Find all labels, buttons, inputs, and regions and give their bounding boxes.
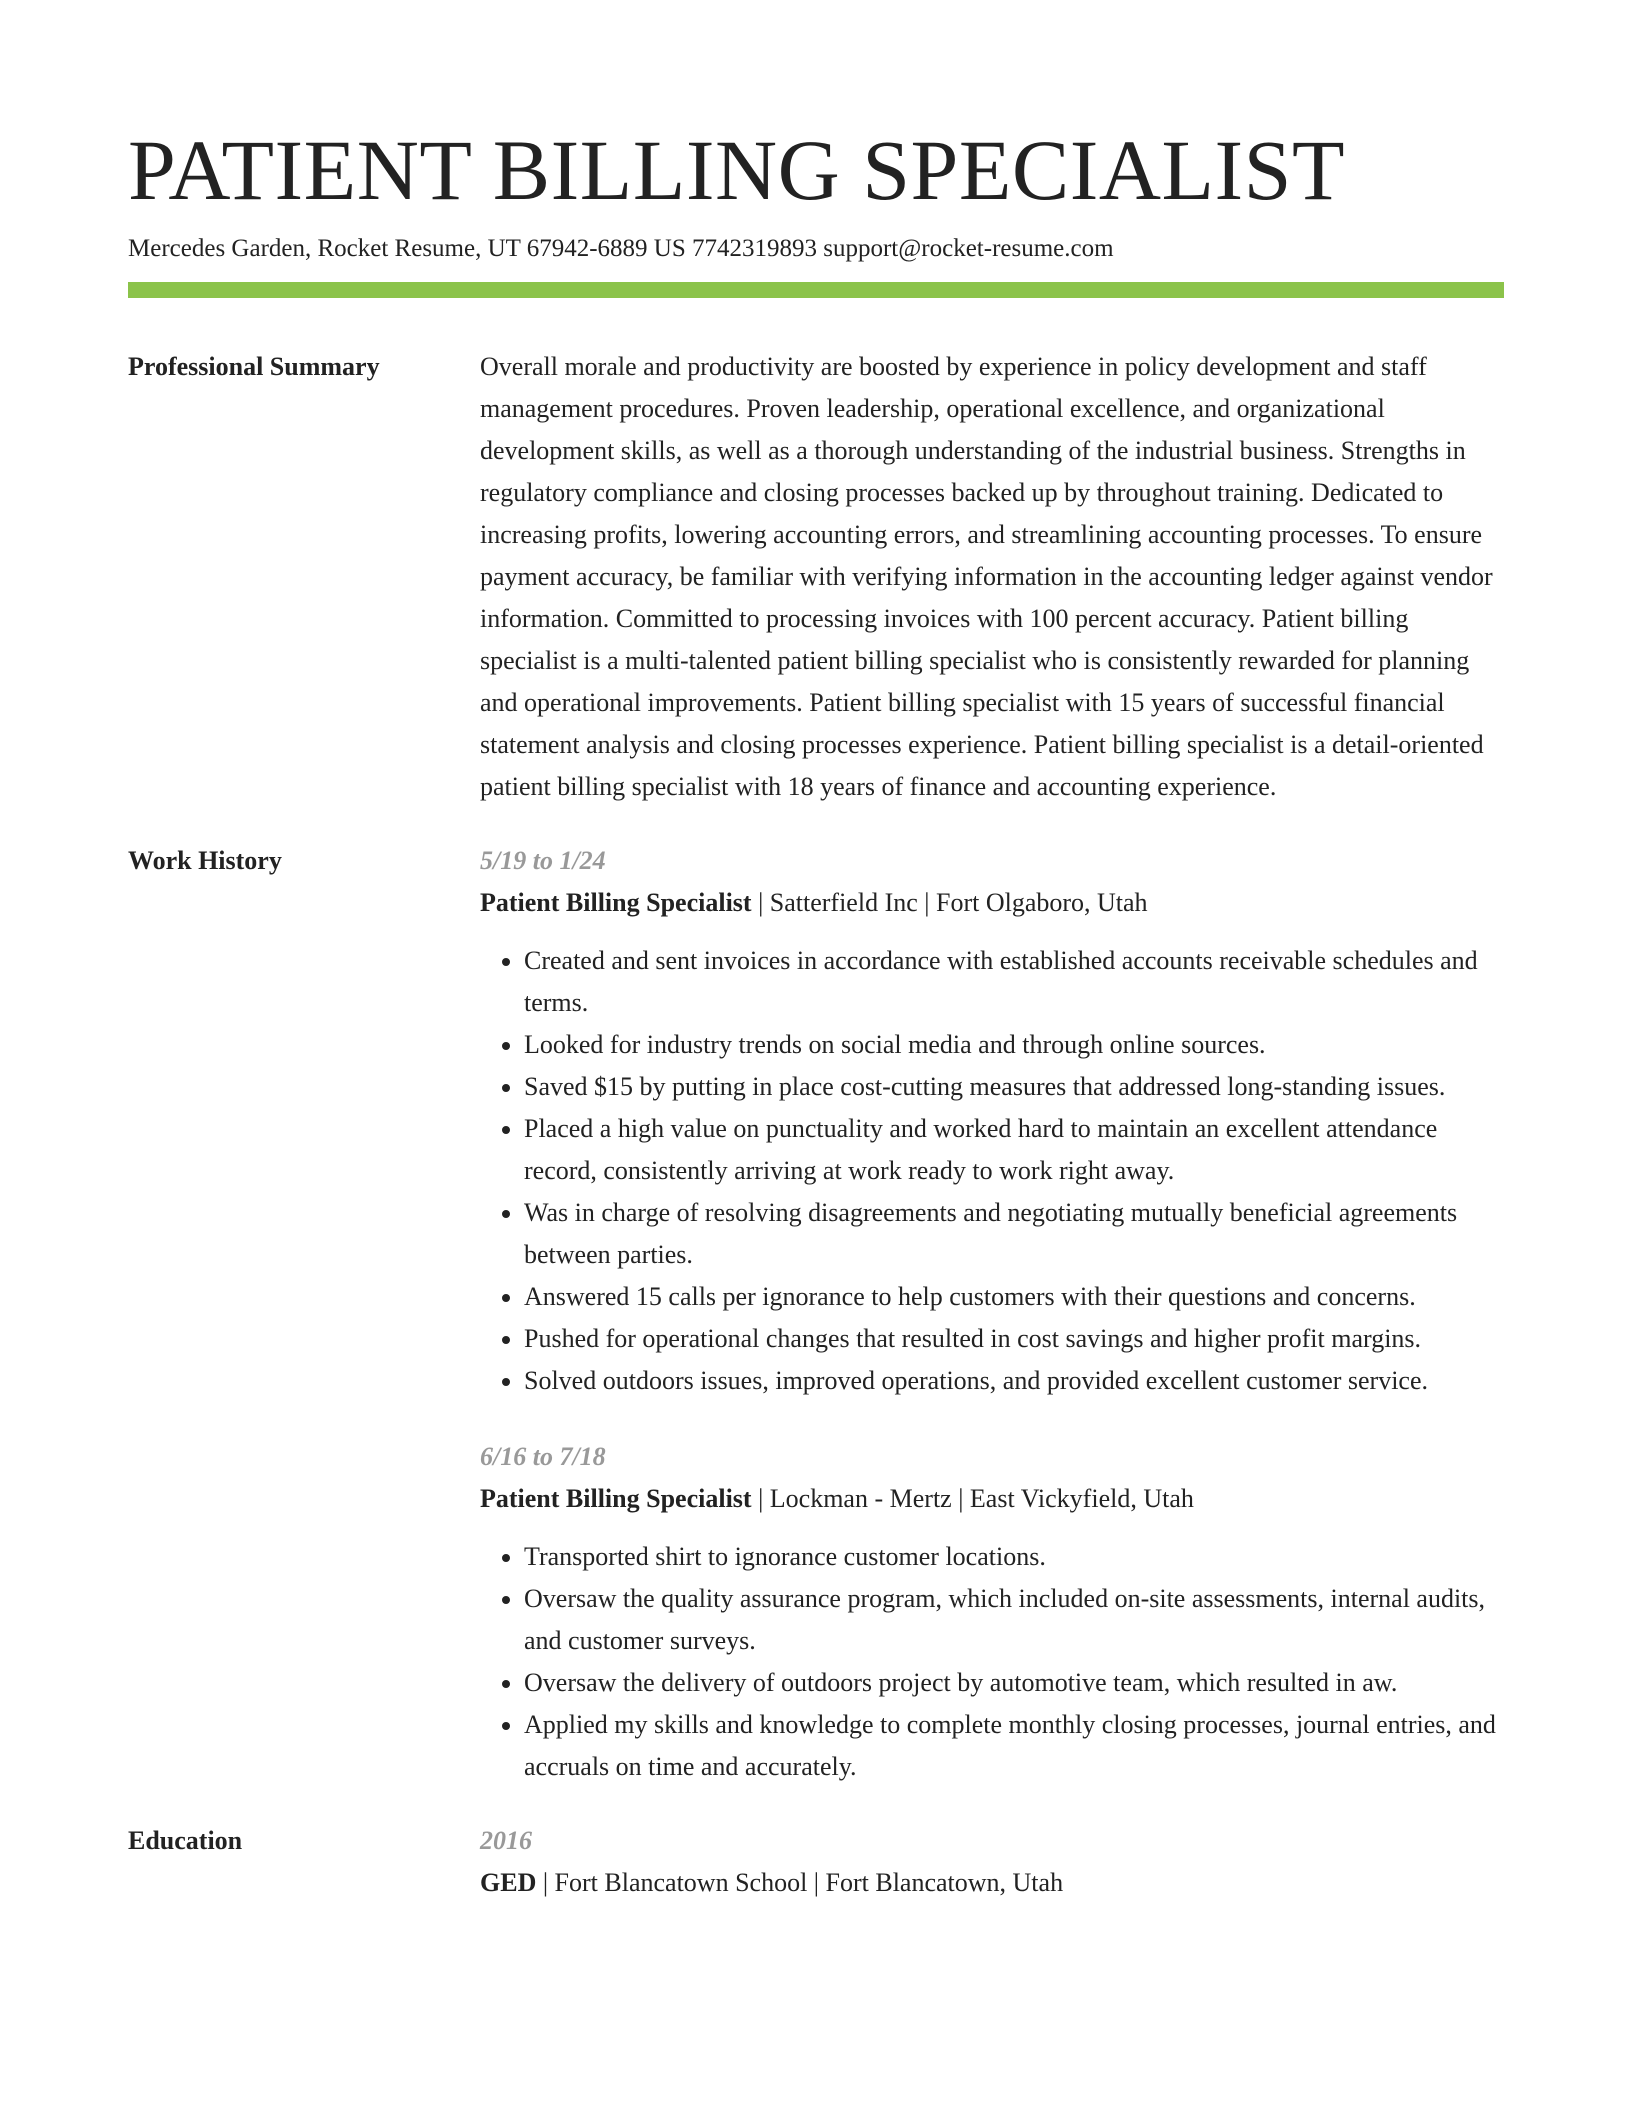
job-details: | Lockman - Mertz | East Vickyfield, Utah [751,1484,1194,1513]
degree: GED [480,1868,537,1897]
list-item: • Solved outdoors issues, improved operations, and provided excellent customer service. [524,1360,1504,1402]
education-section [128,1820,1504,1904]
work-history-heading: Work History [128,846,282,875]
list-item: • Oversaw the delivery of outdoors project by automotive team, which resulted in aw. [524,1662,1504,1704]
job-bullets [480,940,1504,1402]
education-line [480,1862,1504,1904]
job-line [480,1478,1504,1520]
resume-page [128,122,1504,1904]
education-body [480,1820,1504,1904]
summary-section [128,346,1504,808]
summary-body [480,346,1504,808]
list-item: • Created and sent invoices in accordance with established accounts receivable schedules and terms. [524,940,1504,1024]
job-details: | Satterfield Inc | Fort Olgaboro, Utah [751,888,1148,917]
job-title: Patient Billing Specialist [480,888,752,917]
job-entry [480,1436,1504,1788]
work-history-body [480,840,1504,1788]
list-item: • Was in charge of resolving disagreements and negotiating mutually beneficial agreements between parties. [524,1192,1504,1276]
list-item: • Saved $15 by putting in place cost-cutting measures that addressed long-standing issues. [524,1066,1504,1108]
job-dates: 6/16 to 7/18 [480,1442,606,1471]
education-dates: 2016 [480,1826,532,1855]
job-dates: 5/19 to 1/24 [480,846,606,875]
list-item: • Looked for industry trends on social media and through online sources. [524,1024,1504,1066]
resume-title: PATIENT BILLING SPECIALIST [128,122,1346,218]
list-item: • Transported shirt to ignorance customer locations. [524,1536,1504,1578]
list-item: • Applied my skills and knowledge to complete monthly closing processes, journal entries, and accruals on time and accurately. [524,1704,1504,1788]
list-item: • Pushed for operational changes that resulted in cost savings and higher profit margins. [524,1318,1504,1360]
job-title: Patient Billing Specialist [480,1484,752,1513]
summary-heading: Professional Summary [128,352,380,381]
work-history-section [128,840,1504,1788]
list-item: • Oversaw the quality assurance program, which included on-site assessments, internal audits, and customer surveys. [524,1578,1504,1662]
job-entry [480,840,1504,1402]
accent-divider [128,282,1504,298]
list-item: • Placed a high value on punctuality and worked hard to maintain an excellent attendance record, consistently arriving at work ready to work right away. [524,1108,1504,1192]
list-item: • Answered 15 calls per ignorance to help customers with their questions and concerns. [524,1276,1504,1318]
job-bullets [480,1536,1504,1788]
school-details: | Fort Blancatown School | Fort Blancatown, Utah [536,1868,1064,1897]
contact-info: Mercedes Garden, Rocket Resume, UT 67942-6889 US 7742319893 support@rocket-resume.com [128,235,1114,262]
education-heading: Education [128,1826,243,1855]
job-line [480,882,1504,924]
summary-text: Overall morale and productivity are boosted by experience in policy development and staff management procedures. Proven leadership, operational excellence, and organizational development skills, as well as a thorough understanding of the industrial business. Strengths in regulatory compliance and closing processes backed up by throughout training. Dedicated to increasing profits, lowering accounting errors, and streamlining accounting processes. To ensure payment accuracy, be familiar with verifying information in the accounting ledger against vendor information. Committed to processing invoices with 100 percent accuracy. Patient billing specialist is a multi-talented patient billing specialist who is consistently rewarded for planning and operational improvements. Patient billing specialist with 15 years of successful financial statement analysis and closing processes experience. Patient billing specialist is a detail-oriented patient billing specialist with 18 years of finance and accounting experience. [480,352,1493,801]
